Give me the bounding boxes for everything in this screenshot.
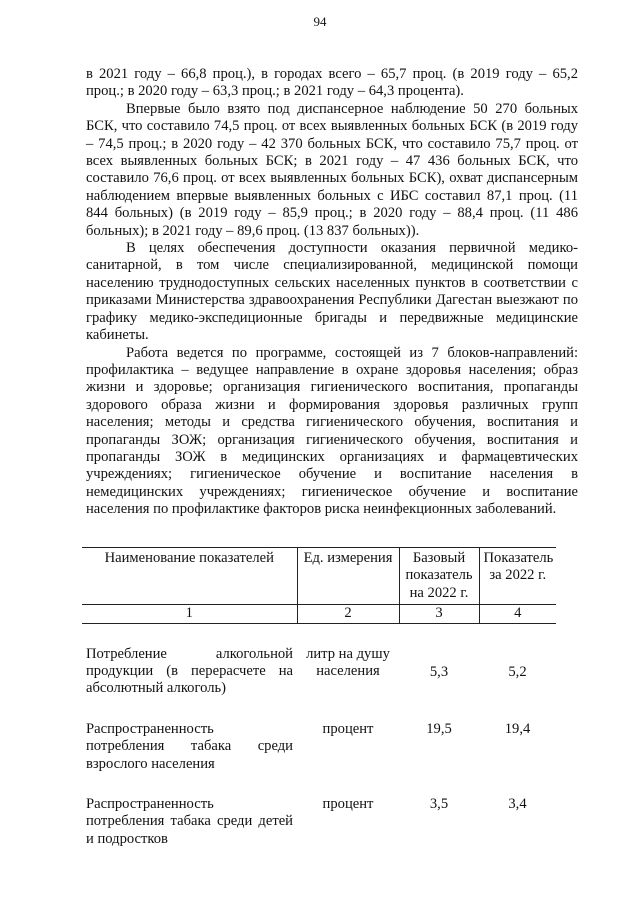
- header-actual-value: Показатель за 2022 г.: [479, 548, 556, 605]
- column-number: 4: [479, 605, 556, 623]
- table-header-row: [82, 548, 556, 605]
- column-number: 2: [297, 605, 399, 623]
- indicator-name: Распространенность потребления табака среди взрослого населения: [86, 720, 293, 772]
- actual-value: 5,2: [508, 663, 527, 680]
- column-number: 1: [82, 605, 297, 623]
- paragraph: в 2021 году – 66,8 проц.), в городах всего – 65,7 проц. (в 2019 году – 65,2 проц.; в 2020 году – 63,3 проц.; в 2021 году – 64,3 процента).: [86, 66, 578, 100]
- base-value: 19,5: [426, 720, 452, 737]
- paragraph: Работа ведется по программе, состоящей из 7 блоков-направлений: профилактика – ведущее направление в охране здоровья населения; образ жизни и здоровье; организация гигиенического воспитания, пропаганды здорового образа жизни и формирования здоровья различных групп населения; методы и средства гигиенического обучения, воспитания и пропаганды ЗОЖ; организация гигиенического обучения, воспитания и пропаганды ЗОЖ в медицинских организациях и фармацевтических учреждениях; гигиеническое обучение и воспитание населения в немедицинских учреждениях; гигиеническое обучение и воспитание населения по профилактике факторов риска неинфекционных заболеваний.: [86, 344, 578, 518]
- actual-value: 3,4: [508, 796, 527, 813]
- actual-value: 19,4: [504, 720, 531, 737]
- header-unit: Ед. измерения: [297, 548, 399, 605]
- base-value: 5,3: [429, 663, 449, 680]
- header-indicator-name: Наименование показателей: [82, 548, 297, 605]
- page-number: 94: [313, 14, 327, 29]
- indicators-table: [82, 547, 556, 871]
- base-value: 3,5: [429, 796, 449, 813]
- column-number-row: [82, 605, 556, 623]
- table-row: [82, 721, 556, 796]
- paragraph: В целях обеспечения доступности оказания первичной медико-санитарной, в том числе специализированной, медицинской помощи населению труднодоступных сельских населенных пунктов в соответствии с приказами Министерства здравоохранения Республики Дагестан выезжают по графику медико-экспедиционные бригады и передвижные медицинские кабинеты.: [86, 240, 578, 344]
- table-row: [82, 646, 556, 721]
- column-number: 3: [399, 605, 479, 623]
- body-text: [86, 66, 578, 519]
- indicator-name: Потребление алкогольной продукции (в перерасчете на абсолютный алкоголь): [86, 645, 293, 697]
- indicator-name: Распространенность потребления табака среди детей и подростков: [86, 796, 293, 847]
- indicator-unit: литр на душу населения: [306, 645, 390, 680]
- header-base-value: Базовый показатель на 2022 г.: [399, 548, 479, 605]
- indicator-unit: процент: [322, 720, 374, 737]
- paragraph: Впервые было взято под диспансерное наблюдение 50 270 больных БСК, что составило 74,5 проц. от всех выявленных больных БСК (в 2019 году – 74,5 проц.; в 2020 году – 42 370 больных БСК, что составило 75,7 проц. от всех выявленных больных БСК; в 2021 году – 47 436 больных БСК, что составило 76,6 проц. от всех выявленных больных БСК), охват диспансерным наблюдением впервые выявленных больных с ИБС составил 87,1 проц. (11 844 больных) (в 2019 году – 85,9 проц.; в 2020 году – 88,4 проц. (11 486 больных); в 2021 году – 89,6 проц. (13 837 больных)).: [86, 100, 578, 239]
- indicator-unit: процент: [322, 796, 374, 813]
- table-row: [82, 796, 556, 871]
